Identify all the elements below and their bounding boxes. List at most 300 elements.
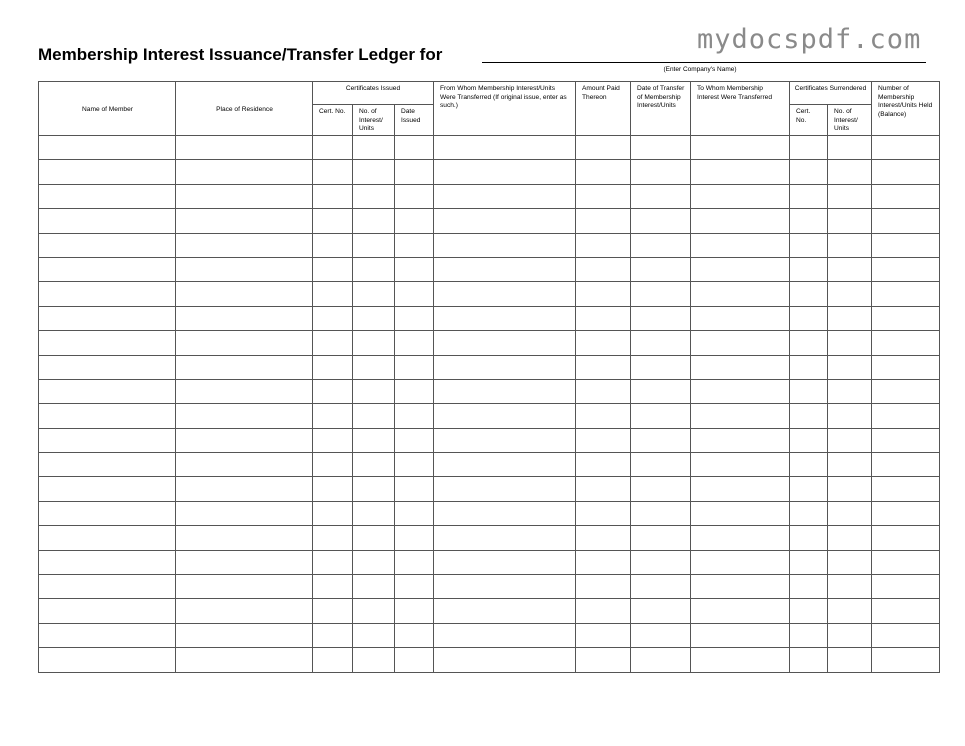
date-issued-cell[interactable] [395, 355, 434, 379]
amount-paid-cell[interactable] [576, 257, 631, 281]
amount-paid-cell[interactable] [576, 233, 631, 257]
date-issued-cell[interactable] [395, 501, 434, 525]
surrendered-no-of-interest-units-cell[interactable] [828, 233, 872, 257]
company-name-field[interactable] [482, 62, 926, 63]
balance-cell[interactable] [872, 648, 940, 672]
surrendered-no-of-interest-units-cell[interactable] [828, 136, 872, 160]
cert-no-cell[interactable] [313, 599, 353, 623]
cert-no-cell[interactable] [313, 355, 353, 379]
amount-paid-cell[interactable] [576, 428, 631, 452]
balance-cell[interactable] [872, 575, 940, 599]
date-issued-cell[interactable] [395, 233, 434, 257]
date-issued-cell[interactable] [395, 136, 434, 160]
name-of-member-cell[interactable] [39, 550, 176, 574]
no-of-interest-units-cell[interactable] [353, 575, 395, 599]
name-of-member-cell[interactable] [39, 331, 176, 355]
header-no-of-interest-units: No. of Interest/ Units [353, 105, 395, 136]
to-whom-cell[interactable] [691, 599, 790, 623]
surrendered-no-of-interest-units-cell[interactable] [828, 160, 872, 184]
to-whom-cell[interactable] [691, 136, 790, 160]
header-to-whom: To Whom Membership Interest Were Transferred [691, 82, 790, 136]
table-row [39, 379, 940, 403]
place-of-residence-cell[interactable] [176, 453, 313, 477]
surrendered-no-of-interest-units-cell[interactable] [828, 599, 872, 623]
balance-cell[interactable] [872, 428, 940, 452]
name-of-member-cell[interactable] [39, 379, 176, 403]
surrendered-no-of-interest-units-cell[interactable] [828, 306, 872, 330]
balance-cell[interactable] [872, 233, 940, 257]
to-whom-cell[interactable] [691, 379, 790, 403]
balance-cell[interactable] [872, 599, 940, 623]
amount-paid-cell[interactable] [576, 575, 631, 599]
date-of-transfer-cell[interactable] [631, 257, 691, 281]
to-whom-cell[interactable] [691, 209, 790, 233]
balance-cell[interactable] [872, 623, 940, 647]
place-of-residence-cell[interactable] [176, 575, 313, 599]
surrendered-no-of-interest-units-cell[interactable] [828, 526, 872, 550]
surrendered-no-of-interest-units-cell[interactable] [828, 428, 872, 452]
amount-paid-cell[interactable] [576, 477, 631, 501]
surrendered-cert-no-cell[interactable] [790, 355, 828, 379]
surrendered-cert-no-cell[interactable] [790, 209, 828, 233]
surrendered-no-of-interest-units-cell[interactable] [828, 623, 872, 647]
surrendered-no-of-interest-units-cell[interactable] [828, 184, 872, 208]
date-of-transfer-cell[interactable] [631, 355, 691, 379]
from-whom-cell[interactable] [434, 550, 576, 574]
amount-paid-cell[interactable] [576, 282, 631, 306]
from-whom-cell[interactable] [434, 160, 576, 184]
from-whom-cell[interactable] [434, 501, 576, 525]
surrendered-cert-no-cell[interactable] [790, 453, 828, 477]
to-whom-cell[interactable] [691, 526, 790, 550]
no-of-interest-units-cell[interactable] [353, 160, 395, 184]
date-issued-cell[interactable] [395, 331, 434, 355]
place-of-residence-cell[interactable] [176, 355, 313, 379]
surrendered-no-of-interest-units-cell[interactable] [828, 477, 872, 501]
place-of-residence-cell[interactable] [176, 306, 313, 330]
balance-cell[interactable] [872, 453, 940, 477]
ledger-body [39, 136, 940, 673]
header-from-whom: From Whom Membership Interest/Units Were Transferred (If original issue, enter as such.) [434, 82, 576, 136]
name-of-member-cell[interactable] [39, 404, 176, 428]
surrendered-no-of-interest-units-cell[interactable] [828, 648, 872, 672]
from-whom-cell[interactable] [434, 257, 576, 281]
cert-no-cell[interactable] [313, 404, 353, 428]
date-of-transfer-cell[interactable] [631, 428, 691, 452]
header-amount-paid: Amount Paid Thereon [576, 82, 631, 136]
date-of-transfer-cell[interactable] [631, 550, 691, 574]
from-whom-cell[interactable] [434, 623, 576, 647]
place-of-residence-cell[interactable] [176, 379, 313, 403]
amount-paid-cell[interactable] [576, 648, 631, 672]
from-whom-cell[interactable] [434, 404, 576, 428]
date-of-transfer-cell[interactable] [631, 233, 691, 257]
cert-no-cell[interactable] [313, 550, 353, 574]
date-issued-cell[interactable] [395, 282, 434, 306]
name-of-member-cell[interactable] [39, 282, 176, 306]
to-whom-cell[interactable] [691, 404, 790, 428]
name-of-member-cell[interactable] [39, 477, 176, 501]
balance-cell[interactable] [872, 355, 940, 379]
date-of-transfer-cell[interactable] [631, 404, 691, 428]
to-whom-cell[interactable] [691, 477, 790, 501]
place-of-residence-cell[interactable] [176, 526, 313, 550]
no-of-interest-units-cell[interactable] [353, 233, 395, 257]
name-of-member-cell[interactable] [39, 453, 176, 477]
place-of-residence-cell[interactable] [176, 477, 313, 501]
date-of-transfer-cell[interactable] [631, 160, 691, 184]
header-name-of-member: Name of Member [39, 82, 176, 136]
header-certificates-issued: Certificates Issued [313, 82, 434, 105]
amount-paid-cell[interactable] [576, 355, 631, 379]
table-row [39, 550, 940, 574]
balance-cell[interactable] [872, 160, 940, 184]
name-of-member-cell[interactable] [39, 233, 176, 257]
place-of-residence-cell[interactable] [176, 648, 313, 672]
date-issued-cell[interactable] [395, 599, 434, 623]
name-of-member-cell[interactable] [39, 575, 176, 599]
to-whom-cell[interactable] [691, 184, 790, 208]
balance-cell[interactable] [872, 136, 940, 160]
from-whom-cell[interactable] [434, 575, 576, 599]
to-whom-cell[interactable] [691, 233, 790, 257]
from-whom-cell[interactable] [434, 379, 576, 403]
from-whom-cell[interactable] [434, 526, 576, 550]
surrendered-no-of-interest-units-cell[interactable] [828, 355, 872, 379]
date-issued-cell[interactable] [395, 404, 434, 428]
amount-paid-cell[interactable] [576, 379, 631, 403]
surrendered-no-of-interest-units-cell[interactable] [828, 501, 872, 525]
surrendered-no-of-interest-units-cell[interactable] [828, 257, 872, 281]
cert-no-cell[interactable] [313, 477, 353, 501]
no-of-interest-units-cell[interactable] [353, 453, 395, 477]
no-of-interest-units-cell[interactable] [353, 306, 395, 330]
no-of-interest-units-cell[interactable] [353, 428, 395, 452]
surrendered-cert-no-cell[interactable] [790, 404, 828, 428]
place-of-residence-cell[interactable] [176, 404, 313, 428]
amount-paid-cell[interactable] [576, 599, 631, 623]
header-surrendered-cert-no: Cert. No. [790, 105, 828, 136]
cert-no-cell[interactable] [313, 209, 353, 233]
place-of-residence-cell[interactable] [176, 136, 313, 160]
to-whom-cell[interactable] [691, 306, 790, 330]
balance-cell[interactable] [872, 526, 940, 550]
name-of-member-cell[interactable] [39, 526, 176, 550]
cert-no-cell[interactable] [313, 575, 353, 599]
date-of-transfer-cell[interactable] [631, 648, 691, 672]
header-surrendered-no-of-interest-units: No. of Interest/ Units [828, 105, 872, 136]
cert-no-cell[interactable] [313, 233, 353, 257]
from-whom-cell[interactable] [434, 428, 576, 452]
date-of-transfer-cell[interactable] [631, 209, 691, 233]
name-of-member-cell[interactable] [39, 306, 176, 330]
place-of-residence-cell[interactable] [176, 550, 313, 574]
table-row [39, 575, 940, 599]
date-issued-cell[interactable] [395, 306, 434, 330]
no-of-interest-units-cell[interactable] [353, 404, 395, 428]
no-of-interest-units-cell[interactable] [353, 257, 395, 281]
surrendered-cert-no-cell[interactable] [790, 501, 828, 525]
to-whom-cell[interactable] [691, 160, 790, 184]
place-of-residence-cell[interactable] [176, 160, 313, 184]
from-whom-cell[interactable] [434, 136, 576, 160]
no-of-interest-units-cell[interactable] [353, 184, 395, 208]
surrendered-cert-no-cell[interactable] [790, 599, 828, 623]
cert-no-cell[interactable] [313, 136, 353, 160]
from-whom-cell[interactable] [434, 209, 576, 233]
to-whom-cell[interactable] [691, 575, 790, 599]
no-of-interest-units-cell[interactable] [353, 331, 395, 355]
date-issued-cell[interactable] [395, 648, 434, 672]
table-row [39, 404, 940, 428]
table-row [39, 623, 940, 647]
cert-no-cell[interactable] [313, 257, 353, 281]
surrendered-cert-no-cell[interactable] [790, 648, 828, 672]
balance-cell[interactable] [872, 477, 940, 501]
to-whom-cell[interactable] [691, 355, 790, 379]
surrendered-no-of-interest-units-cell[interactable] [828, 209, 872, 233]
no-of-interest-units-cell[interactable] [353, 599, 395, 623]
date-issued-cell[interactable] [395, 477, 434, 501]
no-of-interest-units-cell[interactable] [353, 136, 395, 160]
surrendered-cert-no-cell[interactable] [790, 526, 828, 550]
name-of-member-cell[interactable] [39, 136, 176, 160]
amount-paid-cell[interactable] [576, 526, 631, 550]
amount-paid-cell[interactable] [576, 623, 631, 647]
balance-cell[interactable] [872, 404, 940, 428]
date-issued-cell[interactable] [395, 209, 434, 233]
date-issued-cell[interactable] [395, 623, 434, 647]
date-issued-cell[interactable] [395, 526, 434, 550]
balance-cell[interactable] [872, 184, 940, 208]
amount-paid-cell[interactable] [576, 209, 631, 233]
surrendered-cert-no-cell[interactable] [790, 257, 828, 281]
to-whom-cell[interactable] [691, 282, 790, 306]
cert-no-cell[interactable] [313, 428, 353, 452]
header-date-of-transfer: Date of Transfer of Membership Interest/Units [631, 82, 691, 136]
no-of-interest-units-cell[interactable] [353, 550, 395, 574]
surrendered-cert-no-cell[interactable] [790, 306, 828, 330]
date-issued-cell[interactable] [395, 453, 434, 477]
surrendered-cert-no-cell[interactable] [790, 282, 828, 306]
surrendered-cert-no-cell[interactable] [790, 233, 828, 257]
date-of-transfer-cell[interactable] [631, 379, 691, 403]
table-row [39, 648, 940, 672]
date-issued-cell[interactable] [395, 550, 434, 574]
amount-paid-cell[interactable] [576, 331, 631, 355]
table-row [39, 209, 940, 233]
surrendered-no-of-interest-units-cell[interactable] [828, 550, 872, 574]
place-of-residence-cell[interactable] [176, 257, 313, 281]
from-whom-cell[interactable] [434, 453, 576, 477]
table-row [39, 136, 940, 160]
surrendered-no-of-interest-units-cell[interactable] [828, 404, 872, 428]
from-whom-cell[interactable] [434, 355, 576, 379]
date-of-transfer-cell[interactable] [631, 477, 691, 501]
surrendered-cert-no-cell[interactable] [790, 136, 828, 160]
place-of-residence-cell[interactable] [176, 501, 313, 525]
amount-paid-cell[interactable] [576, 501, 631, 525]
no-of-interest-units-cell[interactable] [353, 379, 395, 403]
from-whom-cell[interactable] [434, 233, 576, 257]
date-issued-cell[interactable] [395, 257, 434, 281]
place-of-residence-cell[interactable] [176, 209, 313, 233]
place-of-residence-cell[interactable] [176, 623, 313, 647]
to-whom-cell[interactable] [691, 331, 790, 355]
no-of-interest-units-cell[interactable] [353, 526, 395, 550]
table-row [39, 160, 940, 184]
table-row [39, 184, 940, 208]
date-of-transfer-cell[interactable] [631, 575, 691, 599]
page-title: Membership Interest Issuance/Transfer Ledger for [38, 45, 443, 64]
table-row [39, 501, 940, 525]
no-of-interest-units-cell[interactable] [353, 355, 395, 379]
date-of-transfer-cell[interactable] [631, 331, 691, 355]
no-of-interest-units-cell[interactable] [353, 501, 395, 525]
balance-cell[interactable] [872, 282, 940, 306]
cert-no-cell[interactable] [313, 331, 353, 355]
surrendered-cert-no-cell[interactable] [790, 575, 828, 599]
from-whom-cell[interactable] [434, 306, 576, 330]
to-whom-cell[interactable] [691, 623, 790, 647]
name-of-member-cell[interactable] [39, 428, 176, 452]
cert-no-cell[interactable] [313, 184, 353, 208]
name-of-member-cell[interactable] [39, 184, 176, 208]
balance-cell[interactable] [872, 209, 940, 233]
date-issued-cell[interactable] [395, 184, 434, 208]
balance-cell[interactable] [872, 257, 940, 281]
to-whom-cell[interactable] [691, 257, 790, 281]
date-of-transfer-cell[interactable] [631, 136, 691, 160]
date-of-transfer-cell[interactable] [631, 526, 691, 550]
date-of-transfer-cell[interactable] [631, 623, 691, 647]
balance-cell[interactable] [872, 550, 940, 574]
surrendered-cert-no-cell[interactable] [790, 184, 828, 208]
date-of-transfer-cell[interactable] [631, 282, 691, 306]
cert-no-cell[interactable] [313, 453, 353, 477]
amount-paid-cell[interactable] [576, 453, 631, 477]
cert-no-cell[interactable] [313, 501, 353, 525]
no-of-interest-units-cell[interactable] [353, 477, 395, 501]
date-of-transfer-cell[interactable] [631, 599, 691, 623]
cert-no-cell[interactable] [313, 648, 353, 672]
cert-no-cell[interactable] [313, 282, 353, 306]
surrendered-no-of-interest-units-cell[interactable] [828, 282, 872, 306]
surrendered-cert-no-cell[interactable] [790, 160, 828, 184]
table-row [39, 355, 940, 379]
from-whom-cell[interactable] [434, 184, 576, 208]
header-certificates-surrendered: Certificates Surrendered [790, 82, 872, 105]
from-whom-cell[interactable] [434, 331, 576, 355]
place-of-residence-cell[interactable] [176, 428, 313, 452]
no-of-interest-units-cell[interactable] [353, 282, 395, 306]
to-whom-cell[interactable] [691, 428, 790, 452]
table-row [39, 233, 940, 257]
cert-no-cell[interactable] [313, 526, 353, 550]
table-row [39, 257, 940, 281]
place-of-residence-cell[interactable] [176, 331, 313, 355]
surrendered-cert-no-cell[interactable] [790, 331, 828, 355]
place-of-residence-cell[interactable] [176, 599, 313, 623]
amount-paid-cell[interactable] [576, 136, 631, 160]
date-of-transfer-cell[interactable] [631, 306, 691, 330]
to-whom-cell[interactable] [691, 453, 790, 477]
surrendered-no-of-interest-units-cell[interactable] [828, 379, 872, 403]
balance-cell[interactable] [872, 501, 940, 525]
surrendered-cert-no-cell[interactable] [790, 623, 828, 647]
to-whom-cell[interactable] [691, 648, 790, 672]
name-of-member-cell[interactable] [39, 160, 176, 184]
cert-no-cell[interactable] [313, 379, 353, 403]
table-row [39, 282, 940, 306]
surrendered-cert-no-cell[interactable] [790, 550, 828, 574]
to-whom-cell[interactable] [691, 550, 790, 574]
header-balance: Number of Membership Interest/Units Held (Balance) [872, 82, 940, 136]
name-of-member-cell[interactable] [39, 648, 176, 672]
amount-paid-cell[interactable] [576, 306, 631, 330]
cert-no-cell[interactable] [313, 306, 353, 330]
surrendered-no-of-interest-units-cell[interactable] [828, 575, 872, 599]
amount-paid-cell[interactable] [576, 160, 631, 184]
cert-no-cell[interactable] [313, 160, 353, 184]
table-row [39, 428, 940, 452]
no-of-interest-units-cell[interactable] [353, 623, 395, 647]
date-issued-cell[interactable] [395, 575, 434, 599]
header-date-issued: Date Issued [395, 105, 434, 136]
place-of-residence-cell[interactable] [176, 282, 313, 306]
from-whom-cell[interactable] [434, 648, 576, 672]
table-row [39, 306, 940, 330]
date-of-transfer-cell[interactable] [631, 501, 691, 525]
watermark: mydocspdf.com [697, 24, 922, 55]
date-of-transfer-cell[interactable] [631, 184, 691, 208]
table-row [39, 599, 940, 623]
place-of-residence-cell[interactable] [176, 233, 313, 257]
surrendered-cert-no-cell[interactable] [790, 477, 828, 501]
name-of-member-cell[interactable] [39, 623, 176, 647]
name-of-member-cell[interactable] [39, 355, 176, 379]
amount-paid-cell[interactable] [576, 184, 631, 208]
balance-cell[interactable] [872, 379, 940, 403]
surrendered-no-of-interest-units-cell[interactable] [828, 331, 872, 355]
cert-no-cell[interactable] [313, 623, 353, 647]
no-of-interest-units-cell[interactable] [353, 648, 395, 672]
amount-paid-cell[interactable] [576, 550, 631, 574]
date-issued-cell[interactable] [395, 428, 434, 452]
table-row [39, 526, 940, 550]
to-whom-cell[interactable] [691, 501, 790, 525]
name-of-member-cell[interactable] [39, 257, 176, 281]
surrendered-cert-no-cell[interactable] [790, 428, 828, 452]
amount-paid-cell[interactable] [576, 404, 631, 428]
from-whom-cell[interactable] [434, 477, 576, 501]
balance-cell[interactable] [872, 306, 940, 330]
from-whom-cell[interactable] [434, 282, 576, 306]
date-of-transfer-cell[interactable] [631, 453, 691, 477]
place-of-residence-cell[interactable] [176, 184, 313, 208]
from-whom-cell[interactable] [434, 599, 576, 623]
surrendered-cert-no-cell[interactable] [790, 379, 828, 403]
surrendered-no-of-interest-units-cell[interactable] [828, 453, 872, 477]
name-of-member-cell[interactable] [39, 209, 176, 233]
date-issued-cell[interactable] [395, 379, 434, 403]
name-of-member-cell[interactable] [39, 501, 176, 525]
date-issued-cell[interactable] [395, 160, 434, 184]
name-of-member-cell[interactable] [39, 599, 176, 623]
no-of-interest-units-cell[interactable] [353, 209, 395, 233]
table-row [39, 331, 940, 355]
balance-cell[interactable] [872, 331, 940, 355]
